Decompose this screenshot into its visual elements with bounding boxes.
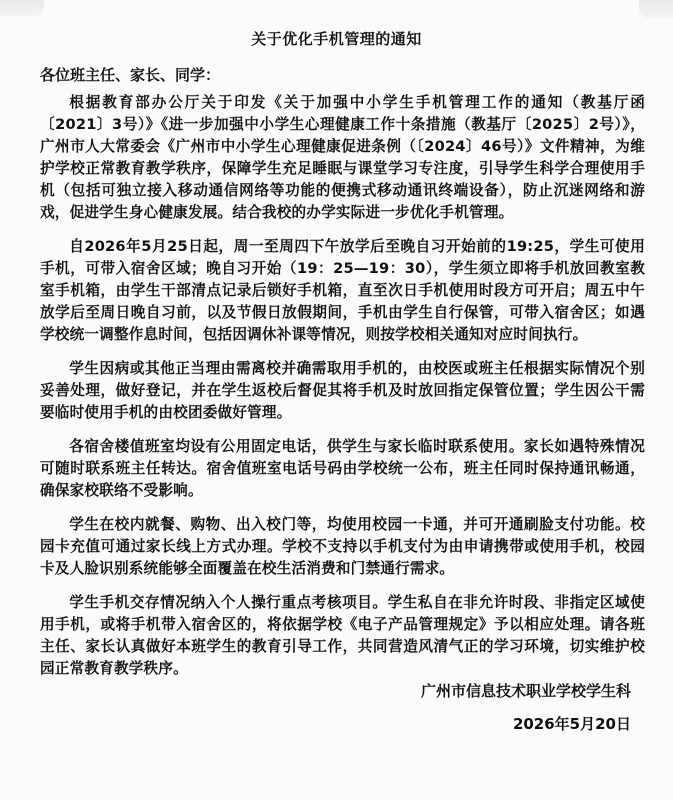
paragraph: 学生在校内就餐、购物、出入校门等，均使用校园一卡通，并可开通刷脸支付功能。校园卡充值可通过家长线上方式办理。学校不支持以手机支付为由申请携带或使用手机，校园卡及人脸识别系统能够全面覆盖在校生活消费和门禁通行需求。: [40, 516, 645, 577]
paragraph: 根据教育部办公厅关于印发《关于加强中小学生手机管理工作的通知（教基厅函〔2021〕3号）》《进一步加强中小学生心理健康工作十条措施（教基厅〔2025〕2号）》，广州市人大常委会《广州市中小学生心理健康促进条例（〔2024〕46号）》文件精神，为维护学校正常教育教学秩序，保障学生充足睡眠与课堂学习专注度，引导学生科学合理使用手机（包括可独立接入移动通信网络等功能的便携式移动通讯终端设备），防止沉迷网络和游戏，促进学生身心健康发展。结合我校的办学实际进一步优化手机管理。: [40, 94, 645, 221]
notice-title: 关于优化手机管理的通知: [251, 30, 422, 48]
paragraph: 各宿舍楼值班室均设有公用固定电话，供学生与家长临时联系使用。家长如遇特殊情况可随时联系班主任转达。宿舍值班室电话号码由学校统一公布，班主任同时保持通讯畅通，确保家校联络不受影响。: [40, 438, 645, 499]
paragraph: 自2026年5月25日起，周一至周四下午放学后至晚自习开始前的19:25，学生可使用手机，可带入宿舍区域；晚自习开始（19：25—19：30），学生须立即将手机放回教室教室手机箱，由学生干部清点记录后锁好手机箱，直至次日手机使用时段方可开启；周五中午放学后至周日晚自习前，以及节假日放假期间，手机由学生自行保管，可带入宿舍区；如遇学校统一调整作息时间，包括因调休补课等情况，则按学校相关通知对应时间执行。: [40, 238, 645, 343]
page-corner-shade: [639, 0, 673, 18]
signature-date: 2026年5月20日: [512, 715, 631, 733]
salutation: 各位班主任、家长、同学：: [40, 66, 221, 84]
notice-body: [40, 92, 645, 692]
signature-organization: 广州市信息技术职业学校学生科: [420, 682, 631, 700]
page-corner-shade: [0, 0, 44, 16]
paragraph: 学生手机交存情况纳入个人操行重点考核项目。学生私自在非允许时段、非指定区域使用手机，或将手机带入宿舍区的，将依据学校《电子产品管理规定》予以相应处理。请各班主任、家长认真做好本班学生的教育引导工作，共同营造风清气正的学习环境，切实维护校园正常教育教学秩序。: [40, 594, 645, 677]
paragraph: 学生因病或其他正当理由需离校并确需取用手机的，由校医或班主任根据实际情况个别妥善处理，做好登记，并在学生返校后督促其将手机及时放回指定保管位置；学生因公干需要临时使用手机的由校团委做好管理。: [40, 360, 645, 421]
